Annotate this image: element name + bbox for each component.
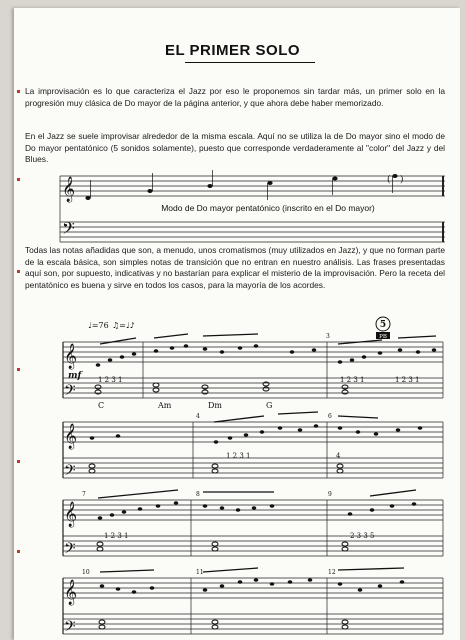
track-label: PB (379, 334, 387, 340)
bass-clef-icon: 𝄢 (64, 382, 76, 403)
measure-number: 8 (196, 491, 200, 498)
pentatonic-scale-staff (0, 170, 465, 248)
bass-clef-icon: 𝄢 (62, 218, 75, 242)
note (207, 184, 212, 188)
fingering: 1 2 3 1 (340, 376, 365, 384)
chord-label: C (98, 401, 105, 410)
svg-text:𝄞: 𝄞 (64, 424, 78, 449)
fingering: 1 2 3 1 (395, 376, 420, 384)
note (267, 181, 272, 185)
measure-number: 12 (328, 569, 336, 576)
tempo-marking: ♩=76 (88, 321, 109, 330)
measure-number: 7 (82, 491, 86, 498)
chord-label: G (266, 401, 273, 410)
measure-number: 11 (196, 569, 204, 576)
scale-caption: Modo de Do mayor pentatónico (inscrito en el Do mayor) (161, 203, 375, 213)
chord-label: Dm (208, 401, 222, 410)
paragraph-intro: La improvisación es lo que caracteriza el Jazz por eso le proponemos sin tardar más, un primer solo en la progresión muy clásica de Do mayor de la página anterior, y que ahora debe haber memorizado. (25, 86, 445, 108)
system-2 (63, 422, 443, 478)
note (392, 174, 397, 178)
system-1 (63, 342, 443, 398)
svg-text:𝄢: 𝄢 (64, 462, 76, 483)
system-4 (63, 578, 443, 634)
music-score (0, 310, 465, 640)
measure-number: 4 (196, 413, 200, 420)
measure-number: 10 (82, 569, 90, 576)
title-underline (185, 62, 315, 63)
notes-system-4 (99, 578, 404, 629)
svg-text:): ) (400, 175, 404, 185)
track-number-badge: 5 (379, 320, 387, 330)
svg-text:♫=♩♪: ♫=♩♪ (112, 321, 135, 330)
notes-system-2 (89, 424, 422, 473)
notes-system-3 (97, 501, 416, 551)
paragraph-chromatic: Todas las notas añadidas que son, a menudo, unos cromatismos (muy utilizados en Jazz), y que no forman parte de la escala básica, son simples notas de transición que no entran en nuestro análisis. Las frases presentadas aquí son, por supuesto, indicativas y no bastarían para explicar el misterio de la improvisación. Pero la receta del pentatónico es buena y sirve en todos los casos, para la mayoría de los acordes. (25, 245, 445, 290)
fingering: 1 2 3 1 (226, 452, 251, 460)
svg-text:(: ( (387, 175, 391, 185)
chord-label: Am (158, 401, 172, 410)
margin-mark (17, 270, 20, 273)
svg-text:𝄢: 𝄢 (64, 618, 76, 639)
measure-number: 3 (326, 333, 330, 340)
note (85, 196, 90, 200)
fingering: 1 2 3 1 (104, 532, 129, 540)
measure-number: 6 (328, 413, 332, 420)
margin-mark (17, 90, 20, 93)
fingering: 2 3 3 5 (350, 532, 375, 540)
page-title: EL PRIMER SOLO (164, 42, 301, 59)
dynamic-marking: mf (68, 371, 82, 381)
svg-text:𝄞: 𝄞 (64, 580, 78, 605)
fingering: 1 2 3 1 (98, 376, 123, 384)
note (147, 189, 152, 193)
paragraph-pentatonic: En el Jazz se suele improvisar alrededor de la misma escala. Aquí no se utiliza la de Do mayor sino el modo de Do mayor pentatónico (5 sonidos solamente), puesto que corresponde verdaderamente al "color" del Jazz y del Blues. (25, 131, 445, 165)
note (332, 177, 337, 181)
treble-clef-icon: 𝄞 (62, 177, 76, 202)
measure-number: 9 (328, 491, 332, 498)
svg-text:𝄢: 𝄢 (64, 540, 76, 561)
measure-number: 4 (336, 452, 341, 460)
treble-clef-icon: 𝄞 (64, 344, 78, 369)
svg-text:𝄞: 𝄞 (64, 502, 78, 527)
